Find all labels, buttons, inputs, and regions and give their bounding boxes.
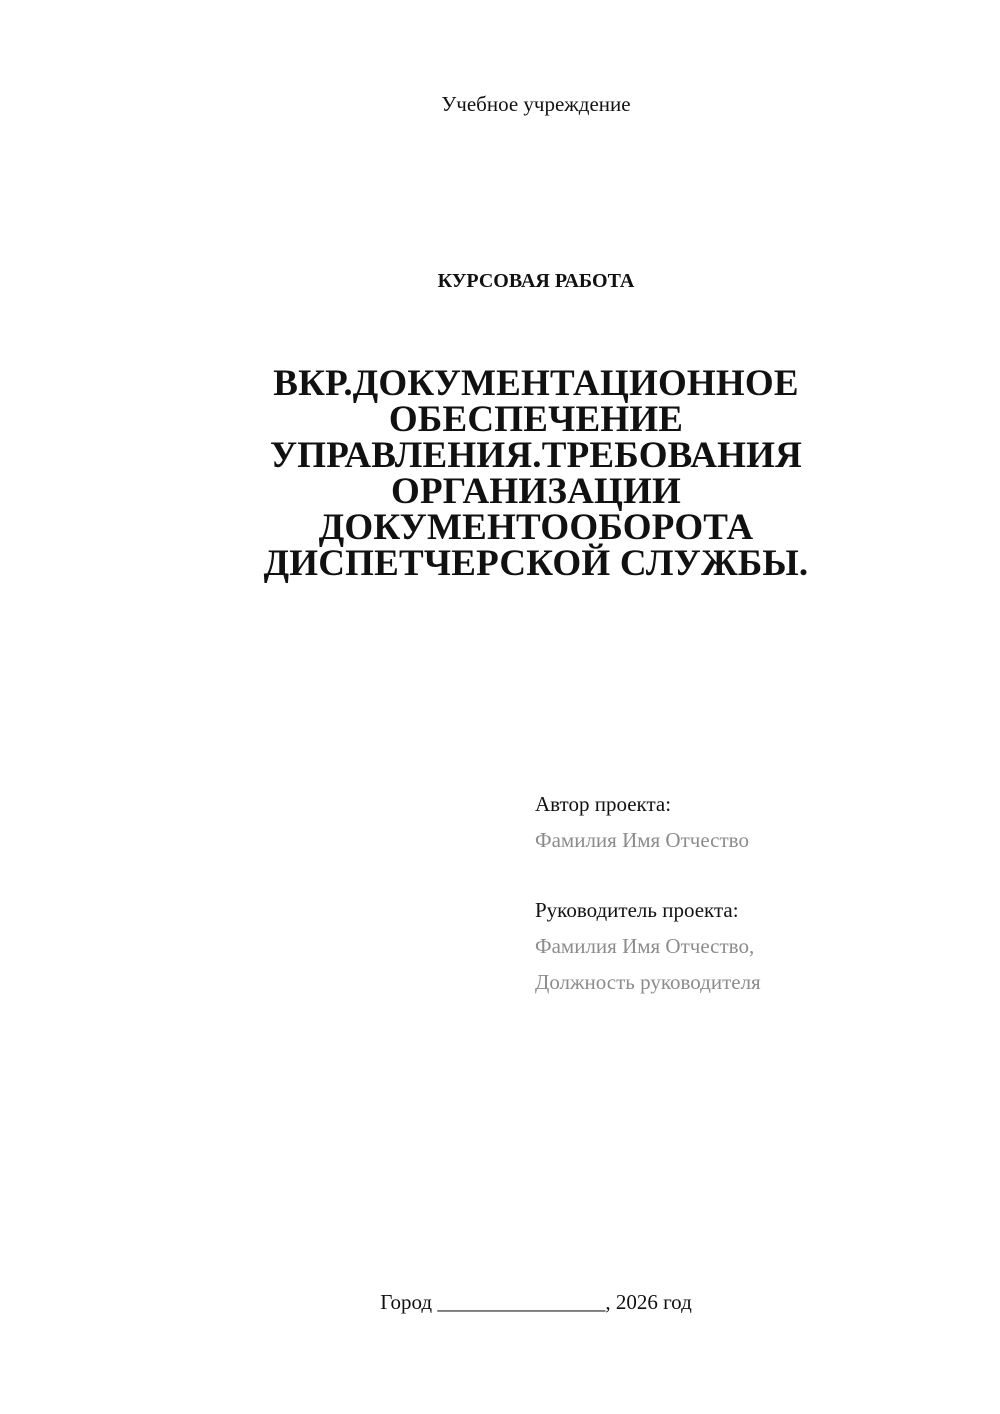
- title-line: ВКР.ДОКУМЕНТАЦИОННОЕ: [273, 363, 799, 404]
- supervisor-block: [535, 892, 955, 1000]
- document-title: [232, 363, 840, 584]
- year-text: , 2026 год: [605, 1290, 692, 1314]
- author-name: Фамилия Имя Отчество: [535, 828, 749, 852]
- city-blank: ________________: [437, 1290, 606, 1314]
- institution-name: Учебное учреждение: [441, 92, 631, 116]
- author-label: Автор проекта:: [535, 792, 672, 816]
- city-label: Город: [380, 1290, 433, 1314]
- author-block: [535, 786, 955, 858]
- title-line: ДИСПЕТЧЕРСКОЙ СЛУЖБЫ.: [263, 543, 809, 584]
- city-year-line: [0, 1290, 1000, 1315]
- title-line: ОРГАНИЗАЦИИ: [391, 471, 681, 512]
- supervisor-label: Руководитель проекта:: [535, 898, 739, 922]
- title-line: УПРАВЛЕНИЯ.ТРЕБОВАНИЯ: [269, 435, 803, 476]
- work-type-heading: КУРСОВАЯ РАБОТА: [437, 270, 635, 292]
- supervisor-position: Должность руководителя: [535, 970, 761, 994]
- title-line: ДОКУМЕНТООБОРОТА: [318, 507, 754, 548]
- title-line: ОБЕСПЕЧЕНИЕ: [388, 399, 684, 440]
- supervisor-name: Фамилия Имя Отчество,: [535, 934, 755, 958]
